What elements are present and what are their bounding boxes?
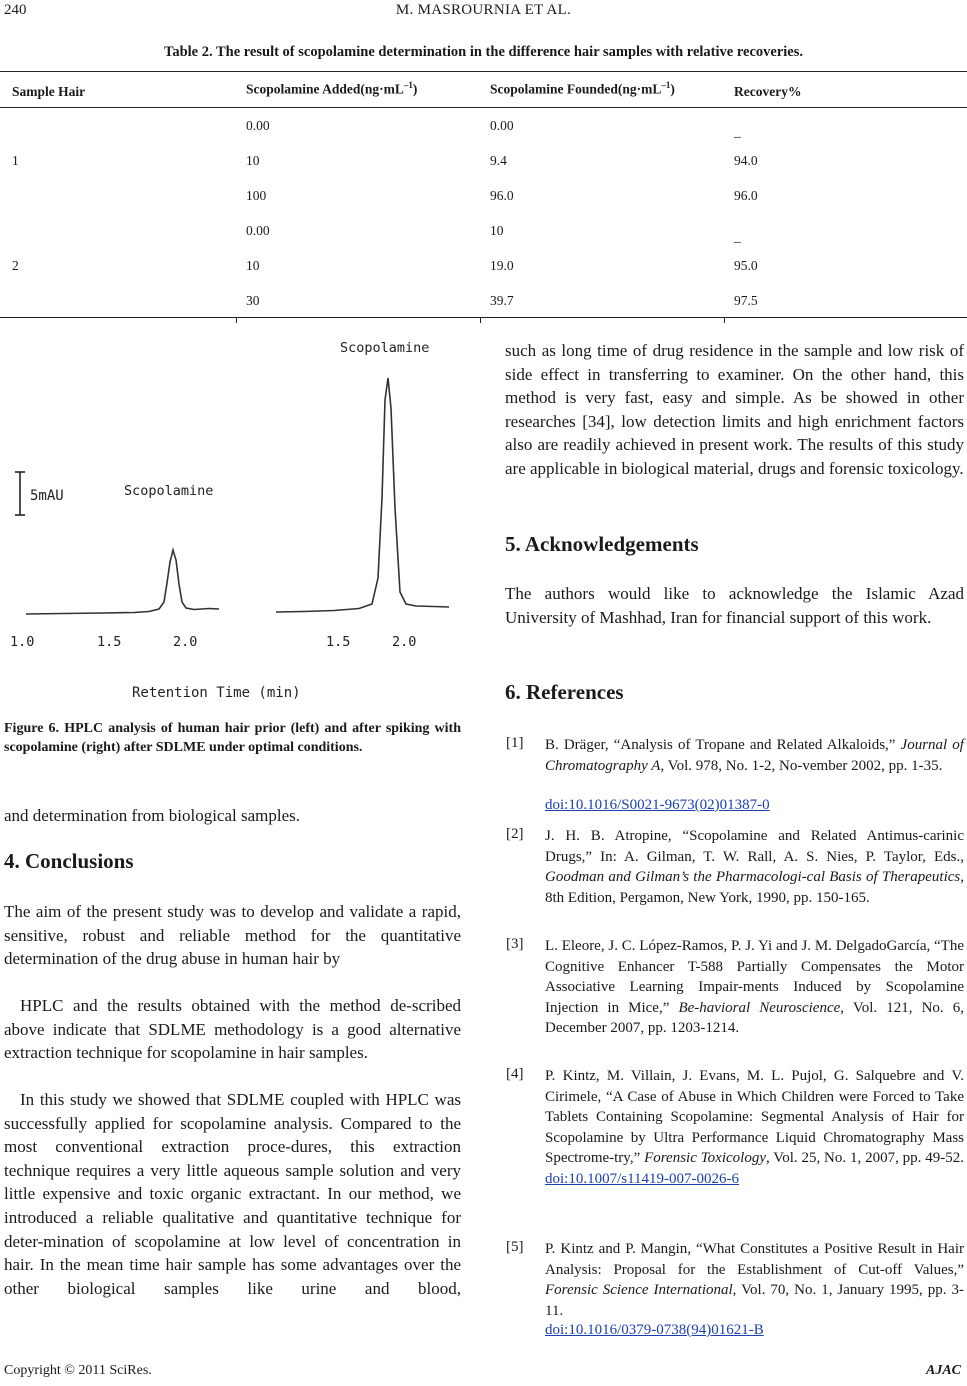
table-cell: 10 <box>246 258 260 273</box>
conclusions-paragraph-2: HPLC and the results obtained with the method de-scribed above indicate that SDLME methodology is a good alternative extraction technique for scopolamine in hair samples. <box>4 996 461 1063</box>
table-cell: 0.00 <box>246 223 270 238</box>
reference-1-number: [1] <box>506 735 524 751</box>
reference-5-number: [5] <box>506 1239 524 1255</box>
table-cell: 10 <box>490 223 504 238</box>
table-cell: 94.0 <box>734 153 758 168</box>
table-column-tick <box>480 317 481 323</box>
reference-1: B. Dräger, “Analysis of Tropane and Related Alkaloids,” Journal of Chromatography A, Vol. 978, No. 1-2, No-vember 2002, pp. 1-35. <box>545 737 964 774</box>
table-sample-label: 1 <box>12 153 19 168</box>
reference-3-number: [3] <box>506 936 524 952</box>
acknowledgements-text: The authors would like to acknowledge the Islamic Azad University of Mashhad, Iran for financial support of this work. <box>505 584 964 627</box>
paragraph-continued: and determination from biological samples. <box>4 806 301 825</box>
tick-right-1: 1.5 <box>326 634 351 650</box>
table-cell: 100 <box>246 188 267 203</box>
table-cell: 95.0 <box>734 258 758 273</box>
table-column-tick <box>236 317 237 323</box>
conclusions-paragraph-3: In this study we showed that SDLME coupled with HPLC was successfully applied for scopolamine analysis. Compared to the most conventional extraction proce-dures, this extraction technique requires a very little aqueous sample solution and very little expensive and toxic organic extractant. In our method, we introduced a reliable qualitative and quantitative technique for deter-mination of scopolamine at low level of concentration in hair. In the mean time hair sample has some advantages over the other biological samples like urine and blood, <box>4 1090 461 1298</box>
table-cell: 96.0 <box>490 188 514 203</box>
section-title-conclusions: 4. Conclusions <box>4 849 134 873</box>
scale-label: 5mAU <box>30 488 64 504</box>
table-bottom-rule <box>0 317 967 318</box>
reference-5-doi-link[interactable]: doi:10.1016/0379-0738(94)01621-B <box>545 1322 764 1338</box>
table-caption: Table 2. The result of scopolamine determination in the difference hair samples with relative recoveries. <box>163 44 803 60</box>
table-column-tick <box>724 317 725 323</box>
tick-left-2: 1.5 <box>97 634 122 650</box>
footer-copyright: Copyright © 2011 SciRes. <box>4 1363 152 1378</box>
table-cell: 97.5 <box>734 293 758 308</box>
chromatogram-graphic <box>4 338 464 710</box>
tick-left-3: 2.0 <box>173 634 198 650</box>
conclusions-paragraph-1: The aim of the present study was to develop and validate a rapid, sensitive, robust and reliable method for the quantitative determination of the drug abuse in human hair by <box>4 902 461 969</box>
reference-5: P. Kintz and P. Mangin, “What Constitutes a Positive Result in Hair Analysis: Proposal for the Establishment of Cut-off Values,” Forensic Science International, Vol. 70, No. 1, January 1995, pp. 3-11. <box>545 1241 964 1319</box>
figure-caption: Figure 6. HPLC analysis of human hair prior (left) and after spiking with scopolamine (right) after SDLME under optimal conditions. <box>4 721 461 755</box>
table-cell: 10 <box>246 153 260 168</box>
table-sample-label: 2 <box>12 258 19 273</box>
reference-4-doi-link[interactable]: doi:10.1007/s11419-007-0026-6 <box>545 1170 740 1187</box>
left-trace <box>26 550 219 614</box>
table-cell: 30 <box>246 293 260 308</box>
table-cell: 9.4 <box>490 153 507 168</box>
table-cell: 19.0 <box>490 258 514 273</box>
tick-left-1: 1.0 <box>10 634 35 650</box>
peak-label-top: Scopolamine <box>340 340 430 356</box>
reference-2: J. H. B. Atropine, “Scopolamine and Related Antimus-carinic Drugs,” In: A. Gilman, T. W. Rall, A. S. Nies, P. Taylor, Eds., Goodman and Gilman’s the Pharmacologi-cal Basis of Therapeutics, 8th Edition, Pergamon, New York, 1990, pp. 150-165. <box>545 828 964 906</box>
tick-right-2: 2.0 <box>392 634 417 650</box>
table-cell: 0.00 <box>490 118 514 133</box>
reference-4: P. Kintz, M. Villain, J. Evans, M. L. Pujol, G. Salquebre and V. Cirimele, “A Case of Abuse in Which Children were Forced to Take Tablets Containing Scopolamine: Segmental Analysis of Hair for Scopolamine by Ultra Performance Liquid Chromatography Mass Spectrome-try,” Forensic Toxicology, Vol. 25, No. 1, 2007, pp. 49-52. doi:10.1007/s11419-007-0026-6 <box>545 1068 965 1187</box>
reference-4-number: [4] <box>506 1066 524 1082</box>
paragraph-continuation-right: such as long time of drug residence in the sample and low risk of side effect in transferring to examiner. On the other hand, this method is very fast, easy and simple. As be showed in other researches [34], low detection limits and high enrichment factors also are readily achieved in present work. The results of this study are applicable in biological material, drugs and forensic toxicology. <box>505 341 964 478</box>
table-cell: _ <box>734 124 741 139</box>
right-trace <box>276 378 449 612</box>
reference-2-number: [2] <box>506 826 524 842</box>
running-header-authors: M. MASROURNIA ET AL. <box>395 2 572 18</box>
section-title-references: 6. References <box>505 680 624 704</box>
section-title-acknowledgements: 5. Acknowledgements <box>505 532 699 556</box>
table-header-sample: Sample Hair <box>12 84 86 99</box>
table-header-added: Scopolamine $Added(ng\cdot mL^{-1})$ <box>246 80 418 97</box>
peak-label-left: Scopolamine <box>124 483 214 499</box>
footer-journal: AJAC <box>925 1363 961 1378</box>
table-cell: 0.00 <box>246 118 270 133</box>
table-cell: 96.0 <box>734 188 758 203</box>
page-number: 240 <box>4 2 27 18</box>
x-axis-label: Retention Time (min) <box>132 685 301 701</box>
table-cell: 39.7 <box>490 293 514 308</box>
table-header-recovery: Recovery% <box>734 84 802 99</box>
hplc-chromatogram-figure <box>4 338 464 710</box>
table-cell: _ <box>734 229 741 244</box>
table-header-rule <box>0 107 967 108</box>
table-top-rule <box>0 71 967 72</box>
reference-3: L. Eleore, J. C. López-Ramos, P. J. Yi and J. M. DelgadoGarcía, “The Cognitive Enhancer T-588 Partially Compensates the Motor Associative Learning Impair-ments Induced by Scopolamine Injection in Mice,” Be-havioral Neuroscience, Vol. 121, No. 6, December 2007, pp. 1203-1214. <box>545 938 964 1037</box>
table-header-found: Scopolamine $Founded(ng\cdot mL^{-1})$ <box>490 80 675 97</box>
reference-1-doi-link[interactable]: doi:10.1016/S0021-9673(02)01387-0 <box>545 797 770 813</box>
